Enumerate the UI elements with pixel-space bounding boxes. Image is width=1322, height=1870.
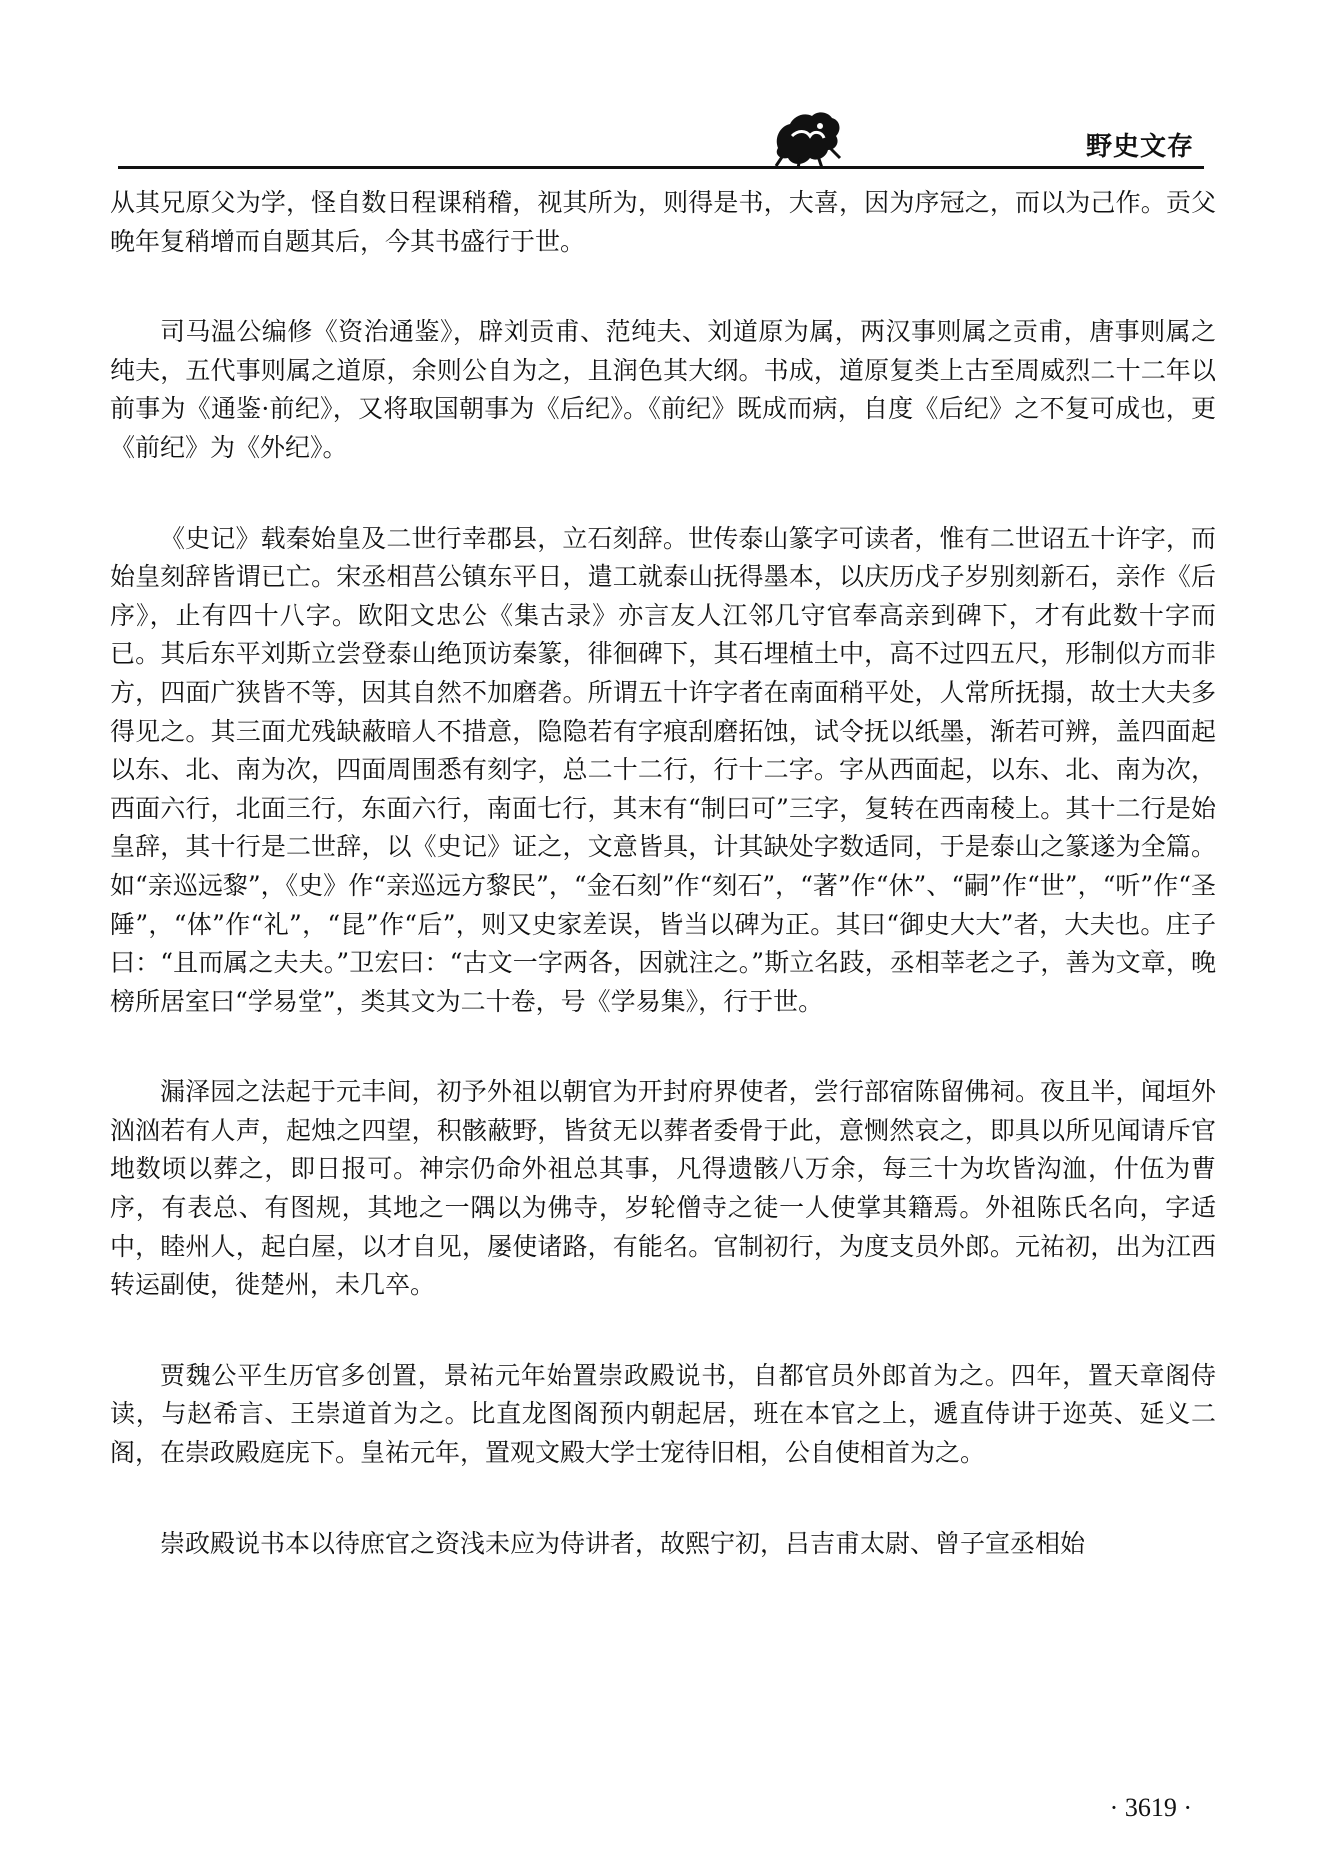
paragraph: 《史记》载秦始皇及二世行幸郡县，立石刻辞。世传泰山篆字可读者，惟有二世诏五十许字，而始皇刻辞皆谓已亡。宋丞相莒公镇东平日，遣工就泰山抚得墨本，以庆历戊子岁别刻新石，亲作《后序》，止有四十八字。欧阳文忠公《集古录》亦言友人江邻几守官奉高亲到碑下，才有此数十字而已。其后东平刘斯立尝登泰山绝顶访秦篆，徘徊碑下，其石埋植土中，高不过四五尺，形制似方而非方，四面广狭皆不等，因其自然不加磨砻。所谓五十许字者在南面稍平处，人常所抚搨，故士大夫多得见之。其三面尤残缺蔽暗人不措意，隐隐若有字痕刮磨拓蚀，试令抚以纸墨，渐若可辨，盖四面起以东、北、南为次，四面周围悉有刻字，总二十二行，行十二字。字从西面起，以东、北、南为次，西面六行，北面三行，东面六行，南面七行，其末有“制曰可”三字，复转在西南稜上。其十二行是始皇辞，其十行是二世辞，以《史记》证之，文意皆具，计其缺处字数适同，于是泰山之篆遂为全篇。如“亲巡远黎”，《史》作“亲巡远方黎民”，“金石刻”作“刻石”，“著”作“休”、“嗣”作“世”，“听”作“圣陲”，“体”作“礼”，“昆”作“后”，则又史家差误，皆当以碑为正。其曰“御史大大”者，大夫也。庄子曰：“且而属之夫夫。”卫宏曰：“古文一字两各，因就注之。”斯立名跂，丞相莘老之子，善为文章，晚榜所居室曰“学易堂”，类其文为二十卷，号《学易集》，行于世。 [110,523,1216,1016]
body-text [110,184,1216,1563]
paragraph: 司马温公编修《资治通鉴》，辟刘贡甫、范纯夫、刘道原为属，两汉事则属之贡甫，唐事则属之纯夫，五代事则属之道原，余则公自为之，且润色其大纲。书成，道原复类上古至周威烈二十二年以前事为《通鉴·前纪》，又将取国朝事为《后纪》。《前纪》既成而病，自度《后纪》之不复可成也，更《前纪》为《外纪》。 [110,317,1216,462]
page-number: · 3619 · [1109,1793,1192,1822]
paragraph: 崇政殿说书本以待庶官之资浅未应为侍讲者，故熙宁初，吕吉甫太尉、曾子宣丞相始 [160,1528,1086,1558]
header-rule [118,166,1204,169]
paragraph: 漏泽园之法起于元丰间，初予外祖以朝官为开封府界使者，尝行部宿陈留佛祠。夜且半，闻垣外汹汹若有人声，起烛之四望，积骸蔽野，皆贫无以葬者委骨于此，意恻然哀之，即具以所见闻请斥官地数顷以葬之，即日报可。神宗仍命外祖总其事，凡得遗骸八万余，每三十为坎皆沟洫，什伍为曹序，有表总、有图规，其地之一隅以为佛寺，岁轮僧寺之徒一人使掌其籍焉。外祖陈氏名向，字适中，睦州人，起白屋，以才自见，屡使诸路，有能名。官制初行，为度支员外郎。元祐初，出为江西转运副使，徙楚州，未几卒。 [110,1077,1216,1300]
paragraph: 从其兄原父为学，怪自数日程课稍稽，视其所为，则得是书，大喜，因为序冠之，而以为己作。贡父晚年复稍增而自题其后，今其书盛行于世。 [110,188,1216,256]
paragraph: 贾魏公平生历官多创置，景祐元年始置崇政殿说书，自都官员外郎首为之。四年，置天章阁侍读，与赵希言、王崇道首为之。比直龙图阁预内朝起居，班在本官之上，遞直侍讲于迩英、延义二阁，在崇政殿庭庑下。皇祐元年，置观文殿大学士宠待旧相，公自使相首为之。 [110,1360,1216,1468]
running-header-title: 野史文存 [1085,132,1194,162]
dragon-icon [770,108,844,170]
